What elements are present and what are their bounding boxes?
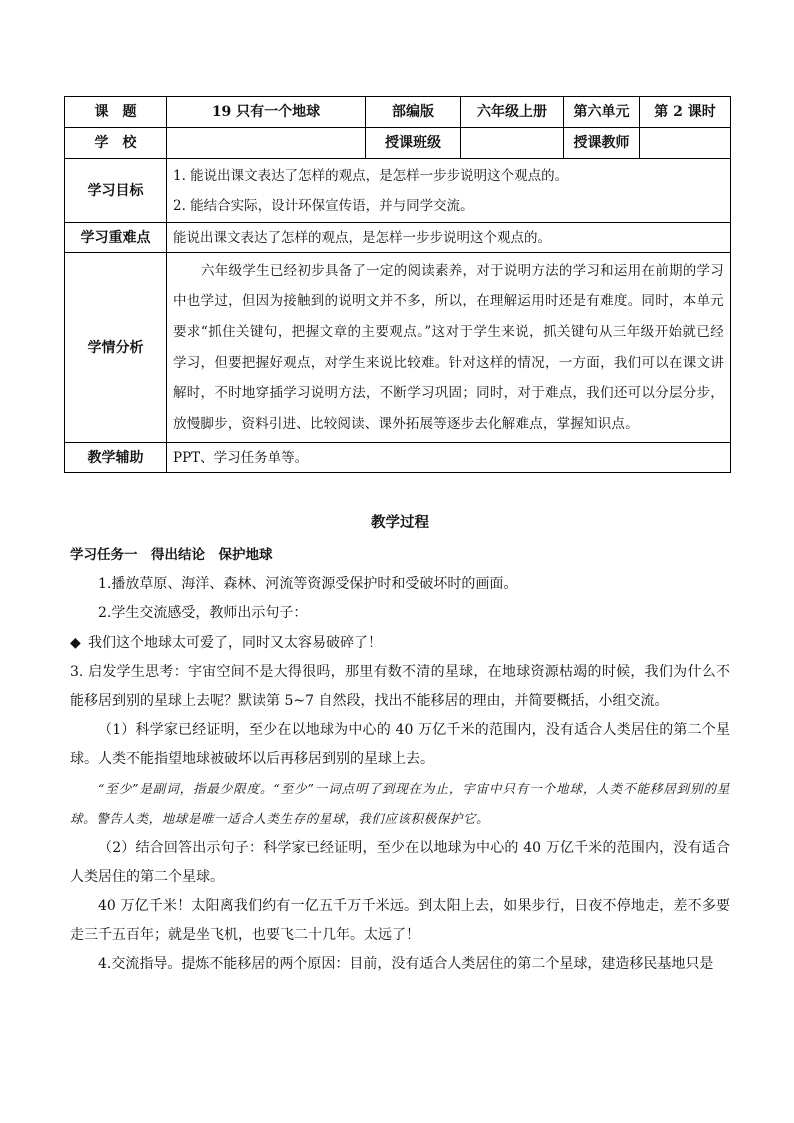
step-3-point-1: （1）科学家已经证明，至少在以地球为中心的 40 万亿千米的范围内，没有适合人类居住的第二个星球。人类不能指望地球被破坏以后再移居到别的星球上去。 <box>70 722 730 767</box>
step-2: 2.学生交流感受，教师出示句子： <box>98 605 308 621</box>
lesson-info-table <box>64 96 731 473</box>
table-row-goals <box>65 159 731 223</box>
process-title: 教学过程 <box>371 514 429 531</box>
distance-paragraph: 40 万亿千米！太阳离我们约有一亿五千万千米远。到太阳上去，如果步行，日夜不停地走，差不多要走三千五百年；就是坐飞机，也要飞二十几年。太远了！ <box>70 898 730 943</box>
grade: 六年级上册 <box>461 97 564 128</box>
key-points-text: 能说出课文表达了怎样的观点，是怎样一步步说明这个观点的。 <box>167 223 731 253</box>
unit: 第六单元 <box>564 97 640 128</box>
school-value <box>167 128 366 159</box>
word-explanation-note: “至少”是副词，指最少限度。“至少”一词点明了到现在为止，宇宙中只有一个地球，人类不能移居到别的星球。警告人类，地球是唯一适合人类生存的星球，我们应该积极保护它。 <box>70 781 730 826</box>
goal-item: 1. 能说出课文表达了怎样的观点，是怎样一步步说明这个观点的。 <box>173 167 569 184</box>
goals-content <box>167 159 731 223</box>
class-value <box>461 128 564 159</box>
teacher-label: 授课教师 <box>564 128 640 159</box>
goals-label: 学习目标 <box>65 159 167 223</box>
table-row-analysis <box>65 253 731 443</box>
diamond-bullet-icon: ◆ <box>70 635 81 651</box>
lesson-period: 第 2 课时 <box>640 97 731 128</box>
teacher-value <box>640 128 731 159</box>
step-4: 4.交流指导。提炼不能移居的两个原因：目前，没有适合人类居住的第二个星球，建造移民基地只是 <box>98 956 714 972</box>
aids-text: PPT、学习任务单等。 <box>167 443 731 473</box>
table-row-topic <box>65 97 731 128</box>
lesson-title: 19 只有一个地球 <box>167 97 366 128</box>
teaching-process <box>70 508 730 979</box>
step-3: 3. 启发学生思考：宇宙空间不是大得很吗，那里有数不清的星球，在地球资源枯竭的时候，我们为什么不能移居到别的星球上去呢？默读第 5~7 自然段，找出不能移居的理由，并简要概括，小组交流。 <box>70 664 730 709</box>
goal-item: 2. 能结合实际，设计环保宣传语，并与同学交流。 <box>173 197 474 214</box>
school-label: 学 校 <box>65 128 167 159</box>
table-row-aids <box>65 443 731 473</box>
topic-label: 课 题 <box>65 97 167 128</box>
key-points-label: 学习重难点 <box>65 223 167 253</box>
class-label: 授课班级 <box>366 128 461 159</box>
table-row-key-points <box>65 223 731 253</box>
table-row-school <box>65 128 731 159</box>
analysis-text: 六年级学生已经初步具备了一定的阅读素养，对于说明方法的学习和运用在前期的学习中也学过，但因为接触到的说明文并不多，所以，在理解运用时还是有难度。同时，本单元要求“抓住关键句，把握文章的主要观点。”这对于学生来说，抓关键句从三年级开始就已经学习，但要把握好观点，对学生来说比较难。针对这样的情况，一方面，我们可以在课文讲解时，不时地穿插学习说明方法，不断学习巩固；同时，对于难点，我们还可以分层分步，放慢脚步，资料引进、比较阅读、课外拓展等逐步去化解难点，掌握知识点。 <box>173 262 724 432</box>
highlight-sentence-text: 我们这个地球太可爱了，同时又太容易破碎了！ <box>88 635 382 651</box>
highlight-sentence <box>70 628 730 658</box>
step-1: 1.播放草原、海洋、森林、河流等资源受保护时和受破坏时的画面。 <box>98 576 518 592</box>
step-3-point-2: （2）结合回答出示句子：科学家已经证明，至少在以地球为中心的 40 万亿千米的范围内，没有适合人类居住的第二个星球。 <box>70 840 730 885</box>
analysis-label: 学情分析 <box>65 253 167 443</box>
analysis-content <box>167 253 731 443</box>
edition: 部编版 <box>366 97 461 128</box>
task-one-title: 学习任务一 得出结论 保护地球 <box>70 547 273 563</box>
aids-label: 教学辅助 <box>65 443 167 473</box>
